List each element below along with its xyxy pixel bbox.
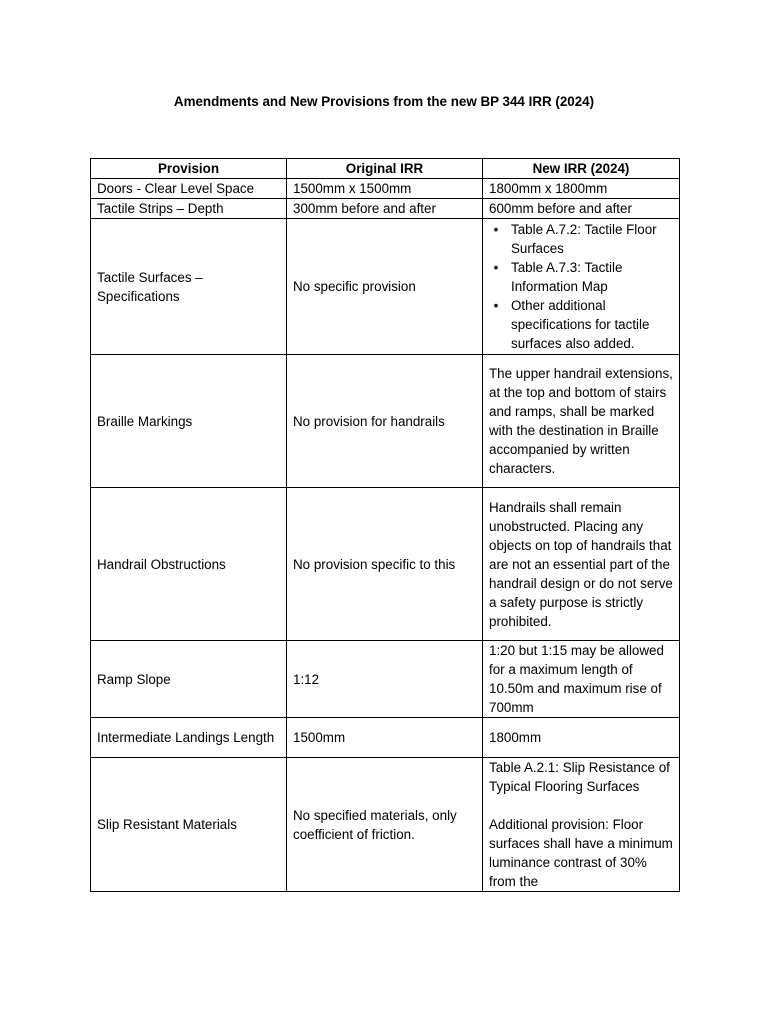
new-irr-cell: 1:20 but 1:15 may be allowed for a maximum length of 10.50m and maximum rise of 700mm bbox=[483, 641, 680, 718]
provision-cell: Handrail Obstructions bbox=[91, 488, 287, 641]
new-irr-cell: 600mm before and after bbox=[483, 199, 680, 219]
new-irr-paragraph: Additional provision: Floor surfaces shall have a minimum luminance contrast of 30% from the bbox=[489, 817, 673, 889]
list-item-text: Table A.7.2: Tactile Floor Surfaces bbox=[511, 222, 657, 256]
table-row bbox=[91, 758, 680, 892]
original-irr-cell: No provision for handrails bbox=[287, 355, 483, 488]
provision-cell: Ramp Slope bbox=[91, 641, 287, 718]
new-irr-cell: Handrails shall remain unobstructed. Placing any objects on top of handrails that are not an essential part of the handrail design or do not serve a safety purpose is strictly prohibited. bbox=[483, 488, 680, 641]
original-irr-cell: No specific provision bbox=[287, 219, 483, 355]
list-item bbox=[489, 220, 673, 258]
new-irr-cell: The upper handrail extensions, at the top and bottom of stairs and ramps, shall be marked with the destination in Braille accompanied by written characters. bbox=[483, 355, 680, 488]
original-irr-cell: 1:12 bbox=[287, 641, 483, 718]
new-irr-cell: 1800mm bbox=[483, 718, 680, 758]
table-row bbox=[91, 179, 680, 199]
table-row bbox=[91, 718, 680, 758]
list-item-text: Table A.7.3: Tactile Information Map bbox=[511, 260, 623, 294]
table-row bbox=[91, 488, 680, 641]
table-row bbox=[91, 355, 680, 488]
bullet-icon: • bbox=[493, 298, 499, 313]
page-title: Amendments and New Provisions from the new BP 344 IRR (2024) bbox=[173, 94, 595, 109]
provision-cell: Braille Markings bbox=[91, 355, 287, 488]
original-irr-cell: 1500mm x 1500mm bbox=[287, 179, 483, 199]
paragraph-spacer bbox=[489, 796, 673, 815]
original-irr-cell: 1500mm bbox=[287, 718, 483, 758]
column-header-new-irr: New IRR (2024) bbox=[483, 159, 680, 179]
new-irr-cell: 1800mm x 1800mm bbox=[483, 179, 680, 199]
provision-cell: Doors - Clear Level Space bbox=[91, 179, 287, 199]
new-irr-paragraph: Table A.2.1: Slip Resistance of Typical Flooring Surfaces bbox=[489, 760, 670, 794]
bullet-icon: • bbox=[493, 222, 499, 237]
column-header-provision: Provision bbox=[91, 159, 287, 179]
new-irr-bullet-list bbox=[489, 220, 673, 353]
table-row bbox=[91, 199, 680, 219]
column-header-original-irr: Original IRR bbox=[287, 159, 483, 179]
new-irr-cell bbox=[483, 758, 680, 892]
table-header-row bbox=[91, 159, 680, 179]
original-irr-cell: 300mm before and after bbox=[287, 199, 483, 219]
new-irr-cell bbox=[483, 219, 680, 355]
bullet-icon: • bbox=[493, 260, 499, 275]
list-item bbox=[489, 296, 673, 353]
provision-cell: Tactile Surfaces – Specifications bbox=[91, 219, 287, 355]
list-item bbox=[489, 258, 673, 296]
list-item-text: Other additional specifications for tactile surfaces also added. bbox=[511, 298, 650, 351]
provision-cell: Intermediate Landings Length bbox=[91, 718, 287, 758]
provision-cell: Tactile Strips – Depth bbox=[91, 199, 287, 219]
original-irr-cell: No provision specific to this bbox=[287, 488, 483, 641]
original-irr-cell: No specified materials, only coefficient of friction. bbox=[287, 758, 483, 892]
table-row bbox=[91, 219, 680, 355]
table-row bbox=[91, 641, 680, 718]
provisions-table bbox=[90, 158, 680, 892]
provision-cell: Slip Resistant Materials bbox=[91, 758, 287, 892]
